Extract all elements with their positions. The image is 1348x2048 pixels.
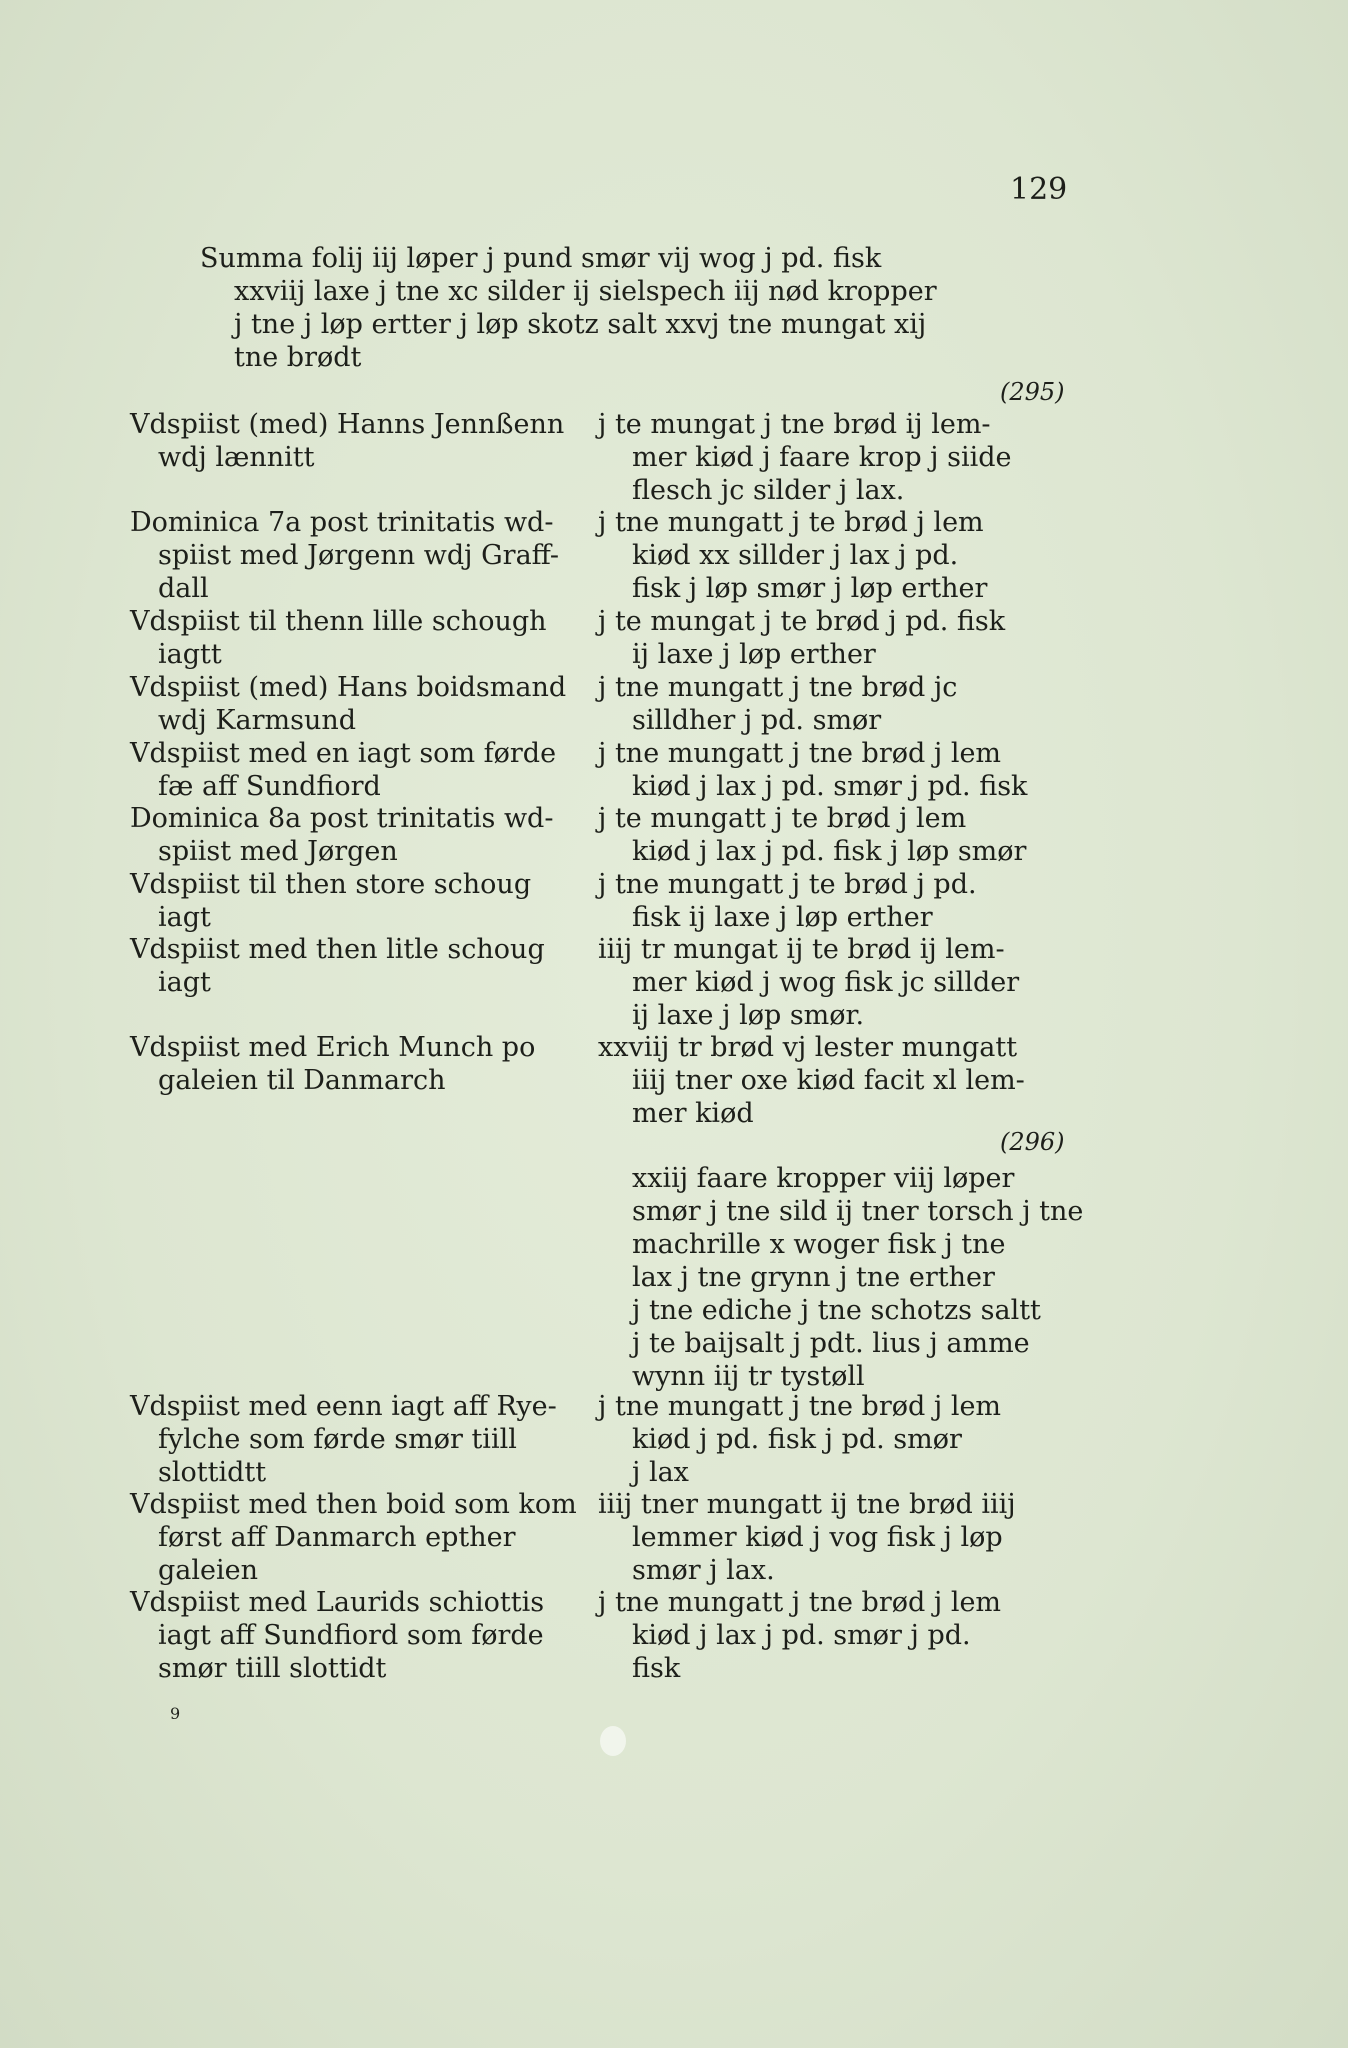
entry-description: [130, 1390, 590, 1489]
entry-line: j tne mungatt j te brød j lem: [598, 507, 984, 538]
entry-line: spiist med Jørgenn wdj Graff-: [158, 540, 560, 571]
entry-items: [598, 802, 1210, 868]
entry-line: iiij tner mungatt ij tne brød iiij: [598, 1489, 1016, 1520]
entry-line: galeien til Danmarch: [158, 1065, 446, 1096]
entry-description: [130, 506, 590, 605]
entry-description: [130, 671, 590, 737]
summa-line: tne brødt: [234, 342, 362, 373]
entry-line: kiød j lax j pd. smør j pd.: [632, 1620, 971, 1651]
entry-line: Vdspiist med Laurids schiottis: [130, 1587, 545, 1618]
entry-line: j te mungat j te brød j pd. fisk: [598, 606, 1006, 637]
entry-line: Dominica 8a post trinitatis wd-: [130, 803, 554, 834]
entry-line: mer kiød j wog fisk jc sillder: [632, 967, 1020, 998]
entry-description: [130, 1586, 590, 1685]
entry-line: kiød xx sillder j lax j pd.: [632, 540, 959, 571]
entry-items: [598, 933, 1210, 1032]
entry-items: [598, 671, 1210, 737]
entry-line: Dominica 7a post trinitatis wd-: [130, 507, 554, 538]
entry-line: Vdspiist til then store schoug: [130, 869, 532, 900]
entry-description: [130, 933, 590, 999]
entry-line: j tne mungatt j tne brød j lem: [598, 1391, 1002, 1422]
continuation-items: [632, 1162, 1102, 1393]
entry-line: spiist med Jørgen: [158, 836, 398, 867]
entry-items: [598, 1031, 1210, 1130]
entry-items: [598, 506, 1210, 605]
entry-items: [598, 1586, 1210, 1685]
entry-line: machrille x woger fisk j tne: [632, 1229, 1006, 1260]
entry-line: Vdspiist med Erich Munch po: [130, 1032, 536, 1063]
signature-mark: 9: [170, 1704, 181, 1723]
entry-items: [598, 605, 1210, 671]
entry-line: iiij tr mungat ij te brød ij lem-: [598, 934, 1005, 965]
entry-line: wdj Karmsund: [158, 705, 357, 736]
entry-line: Vdspiist til thenn lille schough: [130, 606, 547, 637]
entry-line: smør j tne sild ij tner torsch j tne: [632, 1196, 1084, 1227]
entry-line: j te baijsalt j pdt. lius j amme: [632, 1328, 1030, 1359]
entry-line: xxiij faare kropper viij løper: [632, 1163, 1015, 1194]
entry-line: slottidtt: [158, 1457, 267, 1488]
entry-line: j tne ediche j tne schotzs saltt: [632, 1295, 1041, 1326]
entry-line: j te mungat j tne brød ij lem-: [598, 409, 991, 440]
entry-line: xxviij tr brød vj lester mungatt: [598, 1032, 1018, 1063]
entry-description: [130, 802, 590, 868]
entry-description: [130, 868, 590, 934]
entry-description: [130, 737, 590, 803]
entry-line: iagt aff Sundfiord som førde: [158, 1620, 544, 1651]
summa-line: Summa folij iij løper j pund smør vij wog j pd. fisk: [200, 243, 882, 274]
entry-line: Vdspiist (med) Hanns Jennßenn: [130, 409, 565, 440]
entry-line: ij laxe j løp erther: [632, 639, 876, 670]
entry-line: ij laxe j løp smør.: [632, 1000, 865, 1031]
entry-line: kiød j lax j pd. fisk j løp smør: [632, 836, 1027, 867]
entry-line: Vdspiist med then boid som kom: [130, 1489, 577, 1520]
entry-line: fæ aff Sundfiord: [158, 771, 381, 802]
summa-paragraph: [200, 242, 1080, 374]
entry-line: iiij tner oxe kiød facit xl lem-: [632, 1065, 1025, 1096]
page-reference: (295): [1000, 378, 1065, 406]
entry-line: fylche som førde smør tiill: [158, 1424, 517, 1455]
entry-line: Vdspiist med eenn iagt aff Rye-: [130, 1391, 557, 1422]
paper-spot: [600, 1726, 626, 1756]
entry-items: [598, 1390, 1210, 1489]
entry-description: [130, 1488, 590, 1587]
entry-items: [598, 737, 1210, 803]
entry-line: lemmer kiød j vog fisk j løp: [632, 1522, 1003, 1553]
entry-description: [130, 408, 590, 474]
entry-line: iagtt: [158, 639, 222, 670]
entry-line: j tne mungatt j tne brød j lem: [598, 738, 1002, 769]
entry-line: j te mungatt j te brød j lem: [598, 803, 967, 834]
entry-items: [598, 408, 1210, 507]
entry-line: j tne mungatt j tne brød jc: [598, 672, 958, 703]
entry-line: kiød j lax j pd. smør j pd. fisk: [632, 771, 1028, 802]
entry-line: wynn iij tr tystøll: [632, 1361, 865, 1392]
entry-line: j tne mungatt j tne brød j lem: [598, 1587, 1002, 1618]
entry-line: smør tiill slottidt: [158, 1653, 387, 1684]
entry-line: j tne mungatt j te brød j pd.: [598, 869, 977, 900]
entry-items: [598, 868, 1210, 934]
entry-line: flesch jc silder j lax.: [632, 475, 905, 506]
summa-line: j tne j løp ertter j løp skotz salt xxvj tne mungat xij: [234, 309, 927, 340]
entry-line: Vdspiist (med) Hans boidsmand: [130, 672, 567, 703]
entry-line: først aff Danmarch epther: [158, 1522, 516, 1553]
entry-line: iagt: [158, 902, 211, 933]
summa-line: xxviij laxe j tne xc silder ij sielspech iij nød kropper: [234, 276, 937, 307]
entry-line: wdj lænnitt: [158, 442, 315, 473]
page-reference: (296): [1000, 1128, 1065, 1156]
entry-line: mer kiød: [632, 1098, 754, 1129]
entry-line: dall: [158, 573, 209, 604]
entry-line: smør j lax.: [632, 1555, 775, 1586]
entry-line: kiød j pd. fisk j pd. smør: [632, 1424, 962, 1455]
entry-line: mer kiød j faare krop j siide: [632, 442, 1012, 473]
entry-line: lax j tne grynn j tne erther: [632, 1262, 995, 1293]
entry-line: silldher j pd. smør: [632, 705, 882, 736]
entry-line: fisk ij laxe j løp erther: [632, 902, 933, 933]
entry-line: iagt: [158, 967, 211, 998]
entry-line: Vdspiist med en iagt som førde: [130, 738, 557, 769]
entry-description: [130, 1031, 590, 1097]
entry-description: [130, 605, 590, 671]
entry-line: fisk: [632, 1653, 681, 1684]
entry-line: galeien: [158, 1555, 258, 1586]
page-number: 129: [1010, 172, 1068, 207]
entry-line: fisk j løp smør j løp erther: [632, 573, 988, 604]
entry-line: Vdspiist med then litle schoug: [130, 934, 545, 965]
entry-line: j lax: [632, 1457, 689, 1488]
entry-items: [598, 1488, 1210, 1587]
